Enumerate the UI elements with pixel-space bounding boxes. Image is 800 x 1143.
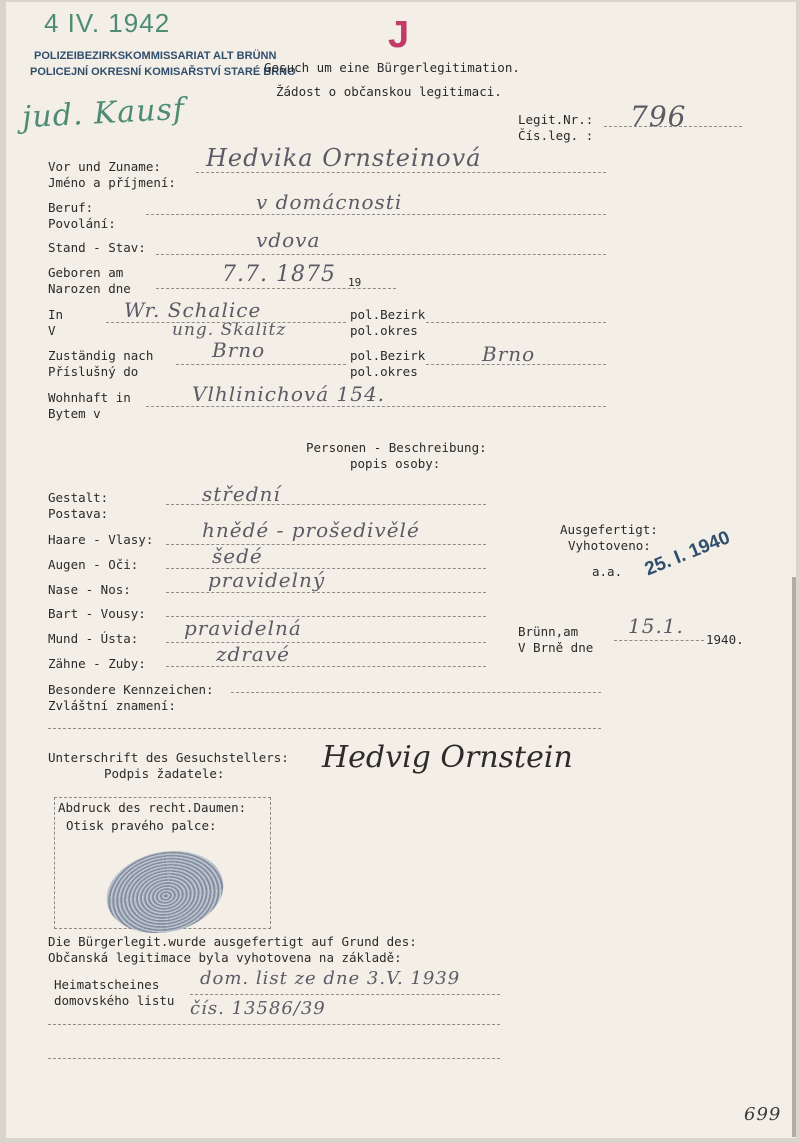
description-heading-de: Personen - Beschreibung:	[306, 440, 487, 455]
name-label-de: Vor und Zuname:	[48, 159, 161, 174]
issued-place-de: Brünn,am	[518, 624, 579, 639]
born-year-prefix: 19	[348, 276, 362, 289]
occupation-value: v domácnosti	[256, 190, 403, 214]
beard-label: Bart - Vousy:	[48, 606, 146, 621]
place-value: Wr. Schalice	[124, 298, 262, 322]
born-label-de: Geboren am	[48, 265, 124, 280]
domicile-label-cz: Příslušný do	[48, 364, 139, 379]
residence-label-de: Wohnhaft in	[48, 390, 131, 405]
date-stamp-top: 4 IV. 1942	[44, 8, 171, 38]
teeth-label: Zähne - Zuby:	[48, 656, 146, 671]
issued-date-value: 15.1.	[628, 614, 684, 638]
signature-value: Hedvig Ornstein	[322, 740, 573, 775]
basis-line-cz: Občanská legitimace byla vyhotovena na základě:	[48, 950, 402, 965]
place-district-label-de: pol.Bezirk	[350, 307, 426, 322]
place-district-label-cz: pol.okres	[350, 323, 418, 338]
issued-place-cz: V Brně dne	[518, 640, 594, 655]
mouth-value: pravidelná	[184, 616, 302, 640]
build-label-cz: Postava:	[48, 506, 109, 521]
domicile-district-label-de: pol.Bezirk	[350, 348, 426, 363]
legit-nr-value: 796	[630, 100, 687, 133]
born-label-cz: Narozen dne	[48, 281, 131, 296]
issued-year: 1940.	[706, 632, 744, 647]
basis-doc-de: Heimatscheines	[54, 977, 160, 992]
thumbprint-label-cz: Otisk pravého palce:	[66, 818, 217, 833]
name-value: Hedvika Ornsteinová	[206, 144, 482, 172]
page-edge	[792, 577, 796, 1137]
nose-label: Nase - Nos:	[48, 582, 131, 597]
issued-label-cz: Vyhotoveno:	[568, 538, 651, 553]
signature-label-de: Unterschrift des Gesuchstellers:	[48, 750, 289, 765]
residence-label-cz: Bytem v	[48, 406, 101, 421]
marks-label-de: Besondere Kennzeichen:	[48, 682, 214, 697]
residence-value: Vlhlinichová 154.	[192, 382, 386, 406]
j-mark-stamp: J	[388, 14, 410, 56]
commissariat-stamp-cz: POLICEJNÍ OKRESNÍ KOMISAŘSTVÍ STARÉ BRNO	[30, 66, 296, 78]
domicile-label-de: Zuständig nach	[48, 348, 154, 363]
place-label-cz: V	[48, 323, 56, 338]
born-value: 7.7. 1875	[222, 262, 336, 287]
eyes-label: Augen - Oči:	[48, 557, 139, 572]
build-label-de: Gestalt:	[48, 490, 109, 505]
domicile-district-label-cz: pol.okres	[350, 364, 418, 379]
description-heading-cz: popis osoby:	[350, 456, 441, 471]
build-value: střední	[202, 482, 281, 506]
marks-label-cz: Zvláštní znamení:	[48, 698, 176, 713]
page-number: 699	[744, 1104, 782, 1125]
hair-label: Haare - Vlasy:	[48, 532, 154, 547]
signature-label-cz: Podpis žadatele:	[104, 766, 225, 781]
basis-doc-cz: domovského listu	[54, 993, 175, 1008]
basis-value-2: čís. 13586/39	[190, 998, 326, 1019]
teeth-value: zdravé	[216, 642, 290, 666]
name-label-cz: Jméno a příjmení:	[48, 175, 176, 190]
thumbprint-label-de: Abdruck des recht.Daumen:	[58, 800, 247, 815]
title-de: Gesuch um eine Bürgerlegitimation.	[264, 60, 520, 75]
issued-date-stamp: 25. I. 1940	[641, 527, 734, 581]
place-label-de: In	[48, 307, 64, 322]
document-page	[6, 2, 796, 1138]
status-value: vdova	[256, 228, 321, 252]
basis-line-de: Die Bürgerlegit.wurde ausgefertigt auf Grund des:	[48, 934, 417, 949]
hair-value: hnědé - prošedivělé	[202, 518, 420, 542]
jud-note: jud. Kausf	[21, 91, 186, 136]
basis-value-1: dom. list ze dne 3.V. 1939	[200, 968, 461, 989]
commissariat-stamp-de: POLIZEIBEZIRKSKOMMISSARIAT ALT BRÜNN	[34, 50, 277, 62]
issued-aa: a.a.	[592, 564, 623, 579]
title-cz: Žádost o občanskou legitimaci.	[276, 84, 502, 99]
mouth-label: Mund - Ústa:	[48, 631, 139, 646]
nose-value: pravidelný	[208, 568, 326, 592]
domicile-value: Brno	[212, 338, 266, 362]
occupation-label-de: Beruf:	[48, 200, 94, 215]
status-label: Stand - Stav:	[48, 240, 146, 255]
legit-nr-label-de: Legit.Nr.:	[518, 112, 594, 127]
legit-nr-label-cz: Čís.leg. :	[518, 128, 594, 143]
occupation-label-cz: Povolání:	[48, 216, 116, 231]
issued-label-de: Ausgefertigt:	[560, 522, 658, 537]
domicile-district-value: Brno	[482, 342, 536, 366]
place-value-alt: ung. Skalitz	[172, 320, 287, 340]
eyes-value: šedé	[212, 544, 263, 568]
